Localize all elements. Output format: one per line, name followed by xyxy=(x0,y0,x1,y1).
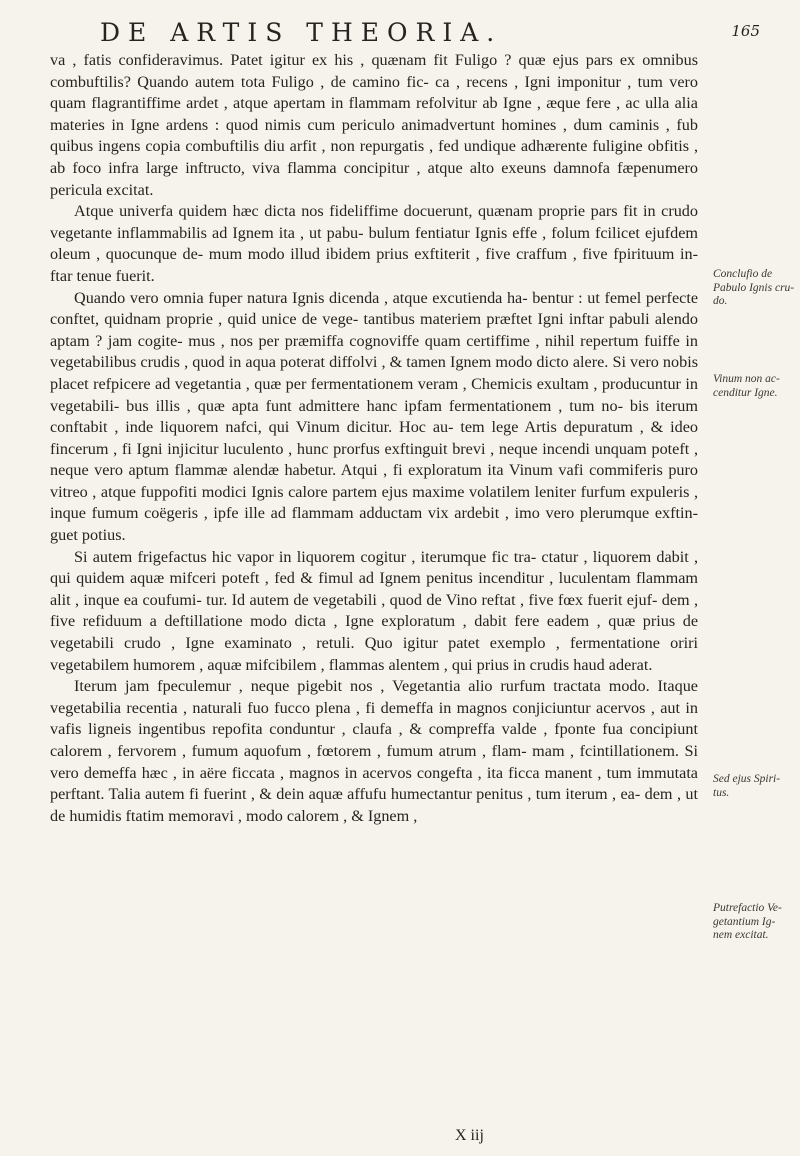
paragraph-vinum: Quando vero omnia fuper natura Ignis dicenda , atque excutienda ha- bentur : ut femel perfecte conftet, quidnam proprie , quid unice de vege- tantibus materiem præftet Igni inftar pabuli alendo aptam ? jam cogite- mus , nos per præmiffa cognoviffe quam certiffime , nihil repertum fuiffe in vegetabilibus crudis , quod in aqua poterat diffolvi , & tamen Ignem modo dicto alere. Si vero nobis placet refpicere ad vegetantia , quæ per fermentationem veram , Chemicis exultam , producuntur in vegetabili- bus illis , quæ apta funt admittere hanc ipfam fermentationem , tum no- bis iterum conftabit , inde liquorem nafci, qui Vinum dicitur. Hoc au- tem lege Artis depuratum , & ideo fincerum , fi Igni injicitur luculento , hunc prorfus exftinguit brevi , neque incendi unquam poteft , neque vero aptum flammæ alendæ habetur. Atqui , fi exploratum ita Vinum vafi commiferis puro vitreo , atque fuppofiti modici Ignis calore partem ejus maxime volatilem leniter furfum expuleris , inque fumum coëgeris , ipfe ille ad flammam adductam vix ardebit , imo vero plerumque exftin- guet potius. xyxy=(50,288,698,545)
paragraph-fuligo: va , fatis confideravimus. Patet igitur ex his , quænam fit Fuligo ? quæ ejus pars ex omnibus combuftilis? Quando autem tota Fuligo , de camino fic- ca , recens , Igni imponitur , tum vero quam flagrantiffime ardet , atque apertam in flammam refolvitur ab Igne , æque fere , ac ulla alia materies in Igne ardens : quod nimis cum periculo animadvertunt homines , dum caminis , fub quibus ingens copia combuftilis diu arfit , non repurgatis , fed undique adhærente fuligine obfitis , ab foco infra large inftructo, viva flamma concipitur , atque alto exeuns damnofa fæpenumero pericula excitat. xyxy=(50,51,698,199)
paragraph-putrefactio: Iterum jam fpeculemur , neque pigebit nos , Vegetantia alio rurfum tractata modo. Itaque vegetabilia recentia , naturali fuo fucco plena , fi demeffa in magnos conjiciuntur acervos , aut in vafis ligneis ingentibus repofita conduntur , claufa , & compreffa valde , fponte fua concipiunt calorem , fervorem , fumum aquofum , fœtorem , fumum atrum , flam- mam , fcintillationem. Si vero demeffa hæc , in aëre ficcata , magnos in acervos congefta , ita ficca manent , tum immutata perftant. Talia autem fi fuerint , & dein aquæ affufu humectantur penitus , tum iterum , ea- dem , ut de humidis ftatim memoravi , modo calorem , & Ignem , xyxy=(50,677,698,825)
running-head: DE ARTIS THEORIA. xyxy=(100,18,503,47)
margin-note-conclusio: Conclufio de Pabulo Ignis cru- do. xyxy=(713,268,795,307)
page-header xyxy=(60,18,760,46)
paragraph-conclusio: Atque univerfa quidem hæc dicta nos fideliffime docuerunt, quænam proprie pars fit in crudo vegetante inflammabilis ad Ignem ita , ut pabu- bulum fentiatur Ignis effe , folum fcilicet ejufdem oleum , quocunque de- mum modo illud ibidem prius exftiterit , five craffum , five fpirituum in- ftar tenue fuerit. xyxy=(50,202,698,285)
main-text xyxy=(50,50,698,827)
margin-note-putrefactio: Putrefactio Ve- getantium Ig- nem excitat. xyxy=(713,902,782,941)
margin-note-spiritus: Sed ejus Spiri- tus. xyxy=(713,773,781,799)
page-number: 165 xyxy=(731,22,760,40)
signature-mark: X iij xyxy=(455,1127,484,1144)
margin-note-vinum: Vinum non ac- cenditur Igne. xyxy=(713,373,780,399)
paragraph-spiritus: Si autem frigefactus hic vapor in liquorem cogitur , iterumque fic tra- ctatur , liquorem dabit , qui quidem aquæ mifceri poteft , fed & fimul ad Ignem penitus incenditur , luculentam flammam alit , inque ea coufumi- tur. Id autem de vegetabili , quod de Vino reftat , five fœx fuerit ejuf- dem , five refiduum a deftillatione modo dicta , Igne exploratum , dabit fere eadem , quæ prius de vegetabili crudo , Igne examinato , retuli. Quo igitur patet exemplo , fermentatione oriri vegetabilem humorem , aquæ mifcibilem , flammas alentem , qui prius in crudis haud aderat. xyxy=(50,547,698,674)
